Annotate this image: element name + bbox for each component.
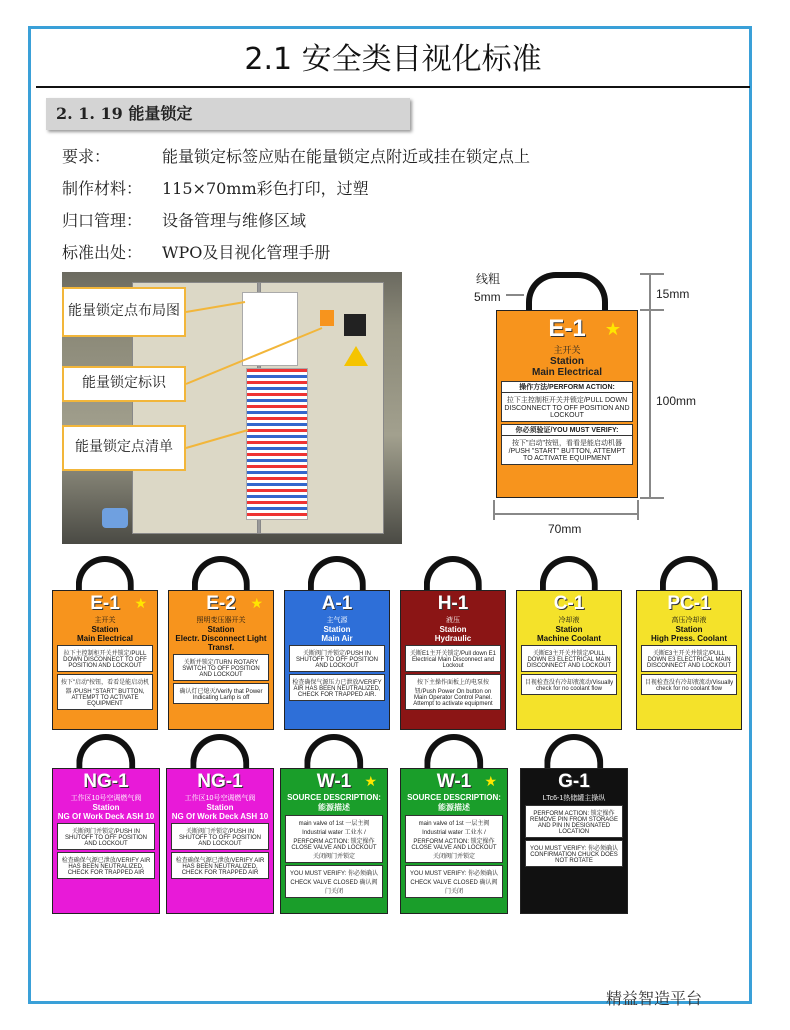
tag-en2: 能源描述 xyxy=(438,803,470,812)
dim-top: 15mm xyxy=(656,287,690,301)
tag-action: PERFORM ACTION: 锁定操作 REMOVE PIN FROM STORAGE AND PIN IN DESIGNATED LOCATION xyxy=(525,805,623,838)
watermark: 精益智造平台 xyxy=(606,989,703,1008)
big-tag-body: E-1 ★ 主开关 Station Main Electrical 操作方法/PERFORM ACTION: 拉下主控制柜开关并锁定/PULL DOWN DISCONNECT TO OFF POSITION AND LOCKOUT 你必须验证/YOU MUST VERIFY: 按下"启动"按钮，看看是能启动机器 /PUSH "START" BUTTON, ATTEMPT TO ACTIVATE EQUIPMENT xyxy=(496,310,638,498)
lockout-tag xyxy=(166,734,274,914)
tag-code: G-1 xyxy=(558,771,590,792)
page-title: 2.1 安全类目视化标准 xyxy=(36,34,750,88)
requirement-row: 归口管理： 设备管理与维修区域 xyxy=(62,211,307,230)
lockout-tag xyxy=(168,556,274,730)
tag-code: PC-1 xyxy=(667,593,711,614)
lockout-tag xyxy=(516,556,622,730)
tag-en1: Station xyxy=(675,625,703,634)
tag-code: E-2 xyxy=(206,593,236,614)
tag-cn: 工作区10号空调燃气阀 xyxy=(184,795,256,802)
tag-verify: 检查确保气源已泄放/VERIFY AIR HAS BEEN NEUTRALIZED, CHECK FOR TRAPPED AIR xyxy=(171,852,269,879)
tag-code: NG-1 xyxy=(83,771,129,792)
tag-en1: SOURCE DESCRIPTION: xyxy=(287,793,381,802)
star-icon: ★ xyxy=(484,773,497,789)
tag-en2: Main Electrical xyxy=(76,634,134,643)
tag-en2: Machine Coolant xyxy=(536,634,601,643)
star-icon: ★ xyxy=(364,773,377,789)
tag-verify: 确认灯已熄灭/Verify that Power Indicating Lamp is off xyxy=(173,683,269,704)
tag-code: W-1 xyxy=(316,771,352,792)
tag-code: A-1 xyxy=(321,593,353,614)
tag-en1: Station xyxy=(91,625,119,634)
lockout-tag xyxy=(284,556,390,730)
requirement-row: 标准出处： WPO及目视化管理手册 xyxy=(62,243,331,262)
requirement-row: 制作材料： 115×70mm彩色打印，过塑 xyxy=(62,179,369,198)
tag-en2: Hydraulic xyxy=(434,634,472,643)
tag-action: main valve of 1st 一层主阀 Industrial water 工业水 / PERFORM ACTION: 锁定操作 CLOSE VALVE AND LOCKOUT 关闭阀门并锁定 xyxy=(405,815,503,863)
callout-lockout-list: 能量锁定点清单 xyxy=(62,425,186,471)
tag-action: 关断阀门并锁定/PUSH IN SHUTOFF TO OFF POSITION AND LOCKOUT xyxy=(57,823,155,850)
tag-action: 关断E3主开关并锁定/PULL DOWN E3 ELECTRICAL MAIN DISCONNECT AND LOCKOUT xyxy=(521,645,617,672)
star-icon: ★ xyxy=(134,595,147,611)
tag-cn: 冷却液 xyxy=(558,617,580,624)
tag-cn: 主气源 xyxy=(326,617,348,624)
lockout-tag xyxy=(52,556,158,730)
tag-en1: Station xyxy=(92,803,120,812)
tag-verify: 目视检查没有冷却液流动/Visually check for no coolant flow xyxy=(641,674,737,695)
tag-en2: Main Air xyxy=(321,634,353,643)
tag-verify: 检查确保气源已泄放/VERIFY AIR HAS BEEN NEUTRALIZED, CHECK FOR TRAPPED AIR xyxy=(57,852,155,879)
tag-code: H-1 xyxy=(437,593,469,614)
tag-verify: 按下"启动"按钮，看看是能启动机器 /PUSH "START" BUTTON, ATTEMPT TO ACTIVATE EQUIPMENT xyxy=(57,674,153,710)
tag-code: NG-1 xyxy=(197,771,243,792)
tag-en1: Station xyxy=(323,625,351,634)
tag-action: 关断E1主开关锁定/Pull down E1 Electrical Main Disconnect and Lockout xyxy=(405,645,501,672)
tag-en2: 能源描述 xyxy=(318,803,350,812)
lockout-tag xyxy=(52,734,160,914)
callout-layout-map: 能量锁定点布局图 xyxy=(62,287,186,337)
tag-en2: NG Of Work Deck ASH 10 xyxy=(57,812,155,821)
requirement-row: 要求： 能量锁定标签应贴在能量锁定点附近或挂在锁定点上 xyxy=(62,147,531,166)
tag-verify: YOU MUST VERIFY: 你必须确认 CONFIRMATION CHUCK DOES NOT ROTATE xyxy=(525,840,623,867)
tag-action: 关断并锁定/TURN ROTARY SWITCH TO OFF POSITION AND LOCKOUT xyxy=(173,654,269,681)
tag-action: main valve of 1st 一层主阀 Industrial water 工业水 / PERFORM ACTION: 锁定操作 CLOSE VALVE AND LOCKOUT 关闭阀门并锁定 xyxy=(285,815,383,863)
lockout-tag xyxy=(636,556,742,730)
tag-en1: Station xyxy=(439,625,467,634)
tag-cn: LTc6-1热储罐主操纵 xyxy=(542,795,606,802)
tag-action: 拉下主控制柜开关并锁定/PULL DOWN DISCONNECT TO OFF POSITION AND LOCKOUT xyxy=(57,645,153,672)
line-thickness-value: 5mm xyxy=(474,290,501,304)
lockout-tag xyxy=(520,734,628,914)
tag-verify: 检查确保气源压力已泄放/VERIFY AIR HAS BEEN NEUTRALIZED, CHECK FOR TRAPPED AIR. xyxy=(289,674,385,701)
tag-action: 关断阀门并锁定/PUSH IN SHUTOFF TO OFF POSITION AND LOCKOUT xyxy=(171,823,269,850)
tag-en2: NG Of Work Deck ASH 10 xyxy=(171,812,269,821)
lockout-tag xyxy=(280,734,388,914)
tag-cn: 液压 xyxy=(446,617,460,624)
lockout-tag xyxy=(400,734,508,914)
tag-action: 关断E3主开关并锁定/PULL DOWN E3 ELECTRICAL MAIN DISCONNECT AND LOCKOUT xyxy=(641,645,737,672)
tag-cn: 工作区10号空调燃气阀 xyxy=(70,795,142,802)
tag-cn: 照明变压器开关 xyxy=(196,617,246,624)
lockout-tag xyxy=(400,556,506,730)
big-lockout-tag xyxy=(496,272,638,498)
tag-cn: 主开关 xyxy=(94,617,116,624)
dim-height: 100mm xyxy=(656,394,697,408)
tag-verify: YOU MUST VERIFY: 你必须确认 CHECK VALVE CLOSED 确认阀门关闭 xyxy=(405,865,503,898)
tag-en2: Electr. Disconnect Light Transf. xyxy=(175,634,267,652)
tag-en2: High Press. Coolant xyxy=(650,634,727,643)
tag-code: C-1 xyxy=(553,593,585,614)
tag-en1: SOURCE DESCRIPTION: xyxy=(407,793,501,802)
tag-cn: 高压冷却液 xyxy=(671,617,707,624)
callout-lockout-tag: 能量锁定标识 xyxy=(62,366,186,402)
tag-code: E-1 xyxy=(90,593,120,614)
dim-width: 70mm xyxy=(548,522,582,536)
line-thickness-label: 线粗 xyxy=(476,272,501,286)
tag-code: W-1 xyxy=(436,771,472,792)
tag-en1: Station xyxy=(207,625,235,634)
tag-verify: YOU MUST VERIFY: 你必须确认 CHECK VALVE CLOSED 确认阀门关闭 xyxy=(285,865,383,898)
section-heading: 2. 1. 19 能量锁定 xyxy=(46,98,410,130)
tag-en1: Station xyxy=(206,803,234,812)
tag-verify: 按下主操作面板上的电泵按钮/Push Power On button on Main Operator Control Panel. Attempt to activate equipment xyxy=(405,674,501,710)
star-icon: ★ xyxy=(604,319,621,339)
tag-verify: 目视检查没有冷却液流动/Visually check for no coolant flow xyxy=(521,674,617,695)
star-icon: ★ xyxy=(250,595,263,611)
tag-action: 关断阀门并锁定/PUSH IN SHUTOFF TO OFF POSITION AND LOCKOUT xyxy=(289,645,385,672)
tag-en1: Station xyxy=(555,625,583,634)
